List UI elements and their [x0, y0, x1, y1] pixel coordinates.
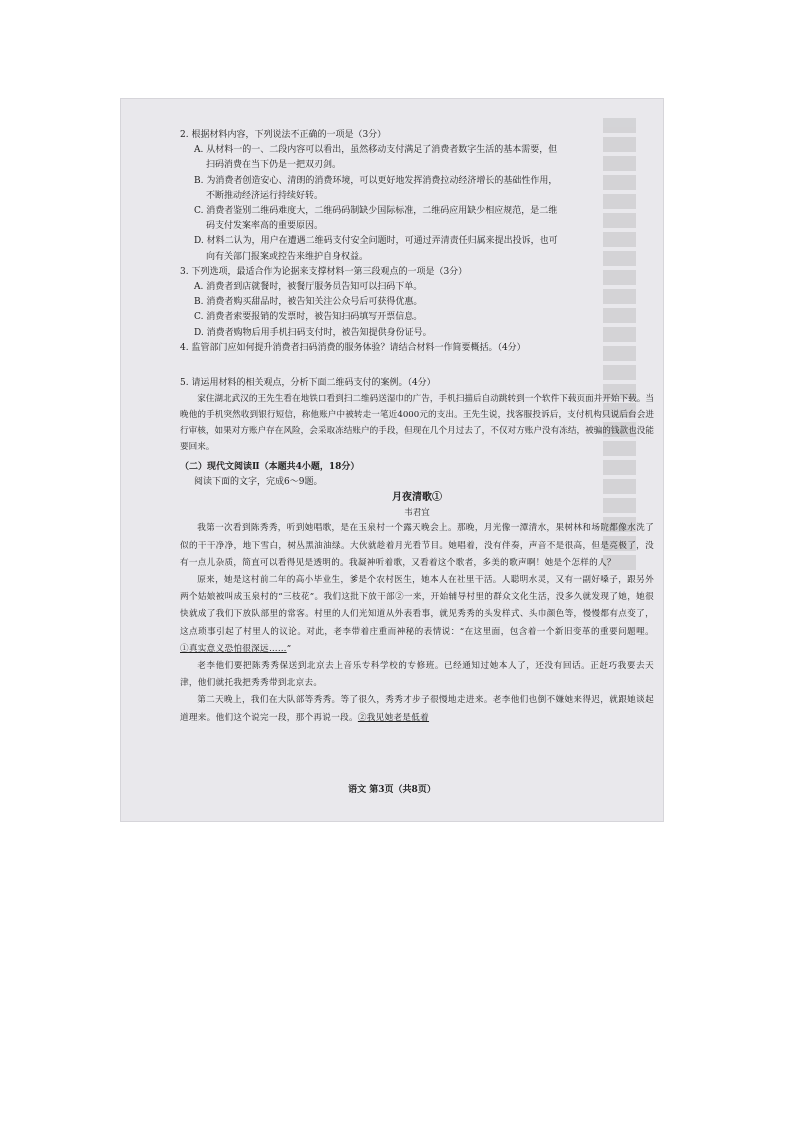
story-paragraph-2 [180, 572, 654, 658]
story-paragraph-3: 老李他们要把陈秀秀保送到北京去上音乐专科学校的专修班。已经通知过她本人了，还没有回话。正赶巧我要去天津，他们就托我把秀秀带到北京去。 [180, 661, 654, 689]
question-2-option-c-cont: 码支付发案率高的重要原因。 [206, 221, 324, 232]
question-3-option-a: A. 消费者到店就餐时，被餐厅服务员告知可以扫码下单。 [194, 282, 423, 293]
question-2-option-d: D. 材料二认为，用户在遭遇二维码支付安全问题时，可通过弄清责任归属来提出投诉，也可 [194, 236, 558, 247]
story-paragraph-1: 我第一次看到陈秀秀，听到她唱歌，是在玉泉村一个露天晚会上。那晚，月光像一潭清水，果树林和场院都像水洗了似的干干净净，地下雪白，树丛黑油油绿。大伙就趁着月光看节目。她唱着，没有伴奏，声音不是很高，但是亮极了，没有一点儿杂质，简直可以看得见是透明的。我凝神听着歌，又看着这个歌者，多美的歌声啊！她是个怎样的人？ [180, 523, 654, 568]
question-4-stem: 4. 监管部门应如何提升消费者扫码消费的服务体验？请结合材料一作简要概括。（4分） [180, 342, 526, 353]
story-paragraph-4 [180, 692, 654, 726]
question-2-option-d-cont: 向有关部门报案或控告来维护自身权益。 [206, 251, 369, 262]
page-content [180, 128, 654, 727]
question-5-stem: 5. 请运用材料的相关观点，分析下面二维码支付的案例。（4分） [180, 378, 436, 389]
question-2-option-a-cont: 扫码消费在当下仍是一把双刃剑。 [206, 160, 342, 171]
story-paragraph-2-text: 原来，她是这村前二年的高小毕业生，爹是个农村医生，她本人在社里干活。人聪明水灵，又有一副好嗓子，跟另外两个姑娘被叫成玉泉村的“三枝花”。我们这批下放干部②一来，开始辅导村里的群众文化生活，没多久就发现了她，她很快就成了我们下放队部里的常客。村里的人们光知道从外表看事，就见秀秀的头发样式、头巾颜色等，慢慢都有点变了，这点琐事引起了村里人的议论。对此，老李带着庄重而神秘的表情说：“在这里面，包含着一个新旧变革的重要问题哩。 [180, 575, 654, 637]
question-2-option-c: C. 消费者鉴别二维码难度大，二维码码制缺少国际标准，二维码应用缺少相应规范，是二维 [194, 206, 558, 217]
scanned-exam-page [120, 98, 664, 822]
reading-instruction: 阅读下面的文字，完成6～9题。 [194, 477, 323, 488]
question-2-option-b: B. 为消费者创造安心、清朗的消费环境，可以更好地发挥消费拉动经济增长的基础性作用， [194, 175, 558, 186]
question-3-option-b: B. 消费者购买甜品时，被告知关注公众号后可获得优惠。 [194, 297, 423, 308]
page-footer: 语文 第3页（共8页） [348, 785, 436, 795]
story-paragraph-4-text: 第二天晚上，我们在大队部等秀秀。等了很久，秀秀才步子很慢地走进来。老李他们也倒不嫌她来得迟，就跟她谈起道理来。他们这个说完一段，那个再说一段。 [180, 695, 654, 723]
question-2-option-b-cont: 不断推动经济运行持续好转。 [206, 190, 324, 201]
closing-quote: ” [286, 643, 292, 654]
underlined-sentence-1: ①真实意义恐怕很深远…… [180, 643, 287, 654]
question-2-option-a: A. 从材料一的一、二段内容可以看出，虽然移动支付满足了消费者数字生活的基本需要，但 [194, 145, 558, 156]
underlined-sentence-2: ②我见她老是低着 [357, 712, 430, 723]
question-3-option-d: D. 消费者购物后用手机扫码支付时，被告知提供身份证号。 [194, 327, 432, 338]
section-heading: （二）现代文阅读Ⅱ（本题共4小题，18分） [180, 462, 360, 473]
question-2-stem: 2. 根据材料内容，下列说法不正确的一项是（3分） [180, 130, 387, 140]
question-3-stem: 3. 下列选项，最适合作为论据来支撑材料一第三段观点的一项是（3分） [180, 266, 468, 277]
story-author: 韦君宜 [404, 508, 430, 519]
question-3-option-c: C. 消费者索要报销的发票时，被告知扫码填写开票信息。 [194, 312, 423, 323]
question-5-case: 家住湖北武汉的王先生看在地铁口看到扫二维码送湿巾的广告，手机扫描后自动跳转到一个软件下载页面并开始下载。当晚他的手机突然收到银行短信，称他账户中被转走一笔近4000元的支出。王先生说，找客服投诉后，支付机构只说后台会进行审核，如果对方账户存在风险，会采取冻结账户的手段，但现在几个月过去了，不仅对方账户没有冻结，被骗的钱款也没能要回来。 [180, 394, 654, 453]
story-title: 月夜清歌① [392, 492, 442, 504]
